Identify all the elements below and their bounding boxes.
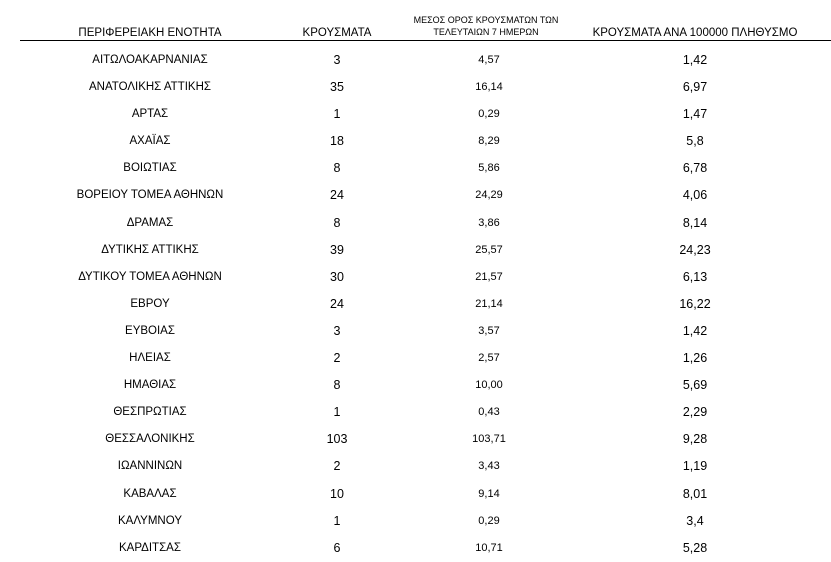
cell-region: ΘΕΣΣΑΛΟΝΙΚΗΣ	[105, 433, 195, 446]
cell-cases-per-100k: 1,19	[682, 459, 708, 474]
cell-region: ΚΑΡΔΙΤΣΑΣ	[119, 541, 181, 554]
cell-cases: 24	[330, 188, 344, 203]
table-row	[0, 74, 831, 101]
cell-7day-average: 5,86	[478, 162, 500, 175]
cell-cases-per-100k: 1,26	[682, 351, 708, 366]
table-row	[0, 508, 831, 535]
table-row	[0, 155, 831, 182]
cell-7day-average: 21,14	[475, 297, 503, 310]
cell-cases-per-100k: 1,42	[682, 323, 708, 338]
cell-region: ΕΥΒΟΙΑΣ	[125, 324, 175, 337]
table-row	[0, 345, 831, 372]
cell-cases: 2	[333, 351, 341, 366]
cell-7day-average: 103,71	[472, 433, 506, 446]
cell-cases-per-100k: 16,22	[679, 296, 711, 311]
table-row	[0, 535, 831, 562]
cell-region: ΗΛΕΙΑΣ	[129, 352, 171, 365]
cell-cases-per-100k: 5,8	[686, 134, 704, 149]
cell-7day-average: 10,00	[475, 379, 503, 392]
cell-7day-average: 21,57	[475, 270, 503, 283]
cell-region: ΑΡΤΑΣ	[131, 108, 169, 121]
table-body	[0, 47, 831, 562]
cell-cases-per-100k: 3,4	[686, 513, 704, 528]
cell-region: ΔΥΤΙΚΗΣ ΑΤΤΙΚΗΣ	[101, 243, 199, 256]
column-header-7day-average-line2: ΤΕΛΕΥΤΑΙΩΝ 7 ΗΜΕΡΩΝ	[433, 27, 539, 37]
cell-7day-average: 3,86	[478, 216, 500, 229]
table-row	[0, 291, 831, 318]
cell-cases-per-100k: 4,06	[682, 188, 708, 203]
column-header-7day-average	[396, 14, 576, 38]
cell-region: ΑΧΑΪΑΣ	[129, 135, 171, 148]
cell-cases-per-100k: 9,28	[682, 432, 708, 447]
cell-7day-average: 3,57	[478, 324, 500, 337]
cell-cases: 3	[333, 323, 341, 338]
cell-cases-per-100k: 8,01	[682, 486, 708, 501]
cell-region: ΑΙΤΩΛΟΑΚΑΡΝΑΝΙΑΣ	[92, 54, 208, 66]
cell-cases: 103	[326, 432, 348, 447]
cell-7day-average: 0,43	[478, 406, 500, 419]
cell-cases: 6	[333, 540, 341, 555]
table-row	[0, 128, 831, 155]
table-row	[0, 399, 831, 426]
table-row	[0, 372, 831, 399]
cell-7day-average: 2,57	[478, 352, 500, 365]
column-header-region: ΠΕΡΙΦΕΡΕΙΑΚΗ ΕΝΟΤΗΤΑ	[78, 27, 222, 39]
cell-region: ΙΩΑΝΝΙΝΩΝ	[117, 460, 183, 473]
table-row	[0, 264, 831, 291]
column-header-cases-per-100k: ΚΡΟΥΣΜΑΤΑ ΑΝΑ 100000 ΠΛΗΘΥΣΜΟ	[592, 27, 798, 39]
cell-region: ΗΜΑΘΙΑΣ	[123, 379, 177, 392]
cell-region: ΔΡΑΜΑΣ	[126, 216, 174, 229]
cell-7day-average: 10,71	[475, 541, 503, 554]
cell-cases-per-100k: 1,47	[682, 107, 708, 122]
cell-cases: 1	[333, 405, 341, 420]
cell-7day-average: 8,29	[478, 135, 500, 148]
cell-cases: 8	[333, 378, 341, 393]
cell-cases: 8	[333, 161, 341, 176]
cell-cases-per-100k: 2,29	[682, 405, 708, 420]
table-row	[0, 47, 831, 74]
cell-region: ΑΝΑΤΟΛΙΚΗΣ ΑΤΤΙΚΗΣ	[88, 81, 211, 94]
cell-7day-average: 24,29	[475, 189, 503, 202]
cell-cases-per-100k: 6,13	[682, 269, 708, 284]
cell-cases-per-100k: 6,97	[682, 80, 708, 95]
table-row	[0, 182, 831, 209]
cell-cases: 3	[333, 53, 341, 67]
cell-region: ΕΒΡΟΥ	[130, 297, 170, 310]
table-row	[0, 101, 831, 128]
cell-cases-per-100k: 6,78	[682, 161, 708, 176]
table-row	[0, 453, 831, 480]
cell-7day-average: 3,43	[478, 460, 500, 473]
cell-cases: 2	[333, 459, 341, 474]
cell-cases: 39	[330, 242, 344, 257]
cell-region: ΘΕΣΠΡΩΤΙΑΣ	[113, 406, 187, 419]
table-row	[0, 318, 831, 345]
cell-region: ΒΟΙΩΤΙΑΣ	[123, 162, 177, 175]
column-header-7day-average-line1: ΜΕΣΟΣ ΟΡΟΣ ΚΡΟΥΣΜΑΤΩΝ ΤΩΝ	[413, 15, 559, 25]
header-rule	[20, 40, 831, 41]
cell-cases: 8	[333, 215, 341, 230]
cell-cases: 18	[330, 134, 344, 149]
cell-cases-per-100k: 24,23	[679, 242, 711, 257]
cell-cases: 30	[330, 269, 344, 284]
table-row	[0, 210, 831, 237]
cell-cases: 24	[330, 296, 344, 311]
cell-region: ΚΑΒΑΛΑΣ	[123, 487, 177, 500]
cell-7day-average: 25,57	[475, 243, 503, 256]
cell-cases-per-100k: 5,69	[682, 378, 708, 393]
cell-cases-per-100k: 8,14	[682, 215, 708, 230]
cell-region: ΚΑΛΥΜΝΟΥ	[118, 514, 182, 527]
cell-cases: 1	[333, 107, 341, 122]
cell-region: ΔΥΤΙΚΟΥ ΤΟΜΕΑ ΑΘΗΝΩΝ	[78, 270, 222, 283]
cell-cases: 1	[333, 513, 341, 528]
cell-7day-average: 16,14	[475, 81, 503, 94]
table-row	[0, 426, 831, 453]
column-header-cases: ΚΡΟΥΣΜΑΤΑ	[302, 27, 372, 39]
cell-region: ΒΟΡΕΙΟΥ ΤΟΜΕΑ ΑΘΗΝΩΝ	[76, 189, 224, 202]
cell-7day-average: 9,14	[478, 487, 500, 500]
cell-7day-average: 0,29	[478, 514, 500, 527]
table-row	[0, 237, 831, 264]
cell-7day-average: 4,57	[478, 54, 500, 66]
cell-7day-average: 0,29	[478, 108, 500, 121]
cell-cases-per-100k: 5,28	[682, 540, 708, 555]
table-row	[0, 481, 831, 508]
cell-cases: 10	[330, 486, 344, 501]
cell-cases: 35	[330, 80, 344, 95]
cell-cases-per-100k: 1,42	[682, 53, 708, 67]
